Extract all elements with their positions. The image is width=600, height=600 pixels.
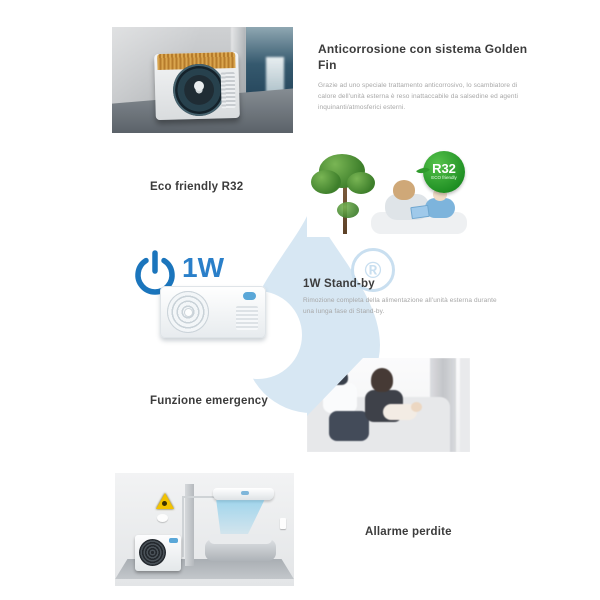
leak-alarm-heading: Allarme perdite [365, 526, 452, 538]
badge-eco-label: ECO friendly [431, 175, 457, 181]
tree-lower-leaves [337, 202, 359, 218]
emergency-image [307, 358, 470, 452]
leaf-icon [416, 164, 430, 177]
room-scene [115, 473, 294, 586]
badge-r32-label: R32 [432, 161, 456, 177]
outdoor-unit-golden-fin [154, 52, 240, 120]
fan-grille [139, 539, 166, 566]
mother-head [371, 368, 393, 392]
brand-logo [169, 538, 178, 543]
bed [205, 539, 277, 562]
fan-hub [185, 309, 192, 316]
standby-description: Rimozione completa della alimentazione all'unità esterna durante una lunga fase di Stand-by. [303, 297, 497, 315]
standby-image [130, 248, 272, 344]
father-legs [329, 411, 369, 441]
indoor-unit [213, 488, 274, 500]
wall-remote [280, 518, 286, 529]
leak-alarm-image [110, 470, 297, 592]
book [410, 205, 429, 219]
fan-hub [193, 81, 203, 91]
one-watt-label: 1W [182, 252, 224, 283]
golden-fin-image [112, 27, 293, 133]
outdoor-unit [135, 535, 181, 571]
r32-eco-badge [423, 151, 465, 193]
standby-heading: 1W Stand-by [303, 278, 375, 290]
baby-head [411, 402, 422, 412]
curtain-light [460, 358, 470, 452]
brand-logo [241, 491, 249, 495]
tree-canopy-right [347, 172, 375, 194]
golden-fin-description: Grazie ad uno speciale trattamento anticorrosivo, lo scambiatore di calore dell'unità esterna è reso inattaccabile da salsedine ed agenti inquinanti/atmosferici esterni. [318, 82, 519, 111]
eco-friendly-heading: Eco friendly R32 [150, 181, 244, 193]
side-vents [221, 72, 235, 109]
side-vents [236, 306, 258, 330]
emergency-heading: Funzione emergency [150, 395, 268, 407]
refrigerant-pipe-vertical [182, 496, 184, 557]
alarm-sensor [157, 514, 168, 522]
mattress [209, 534, 272, 544]
eco-friendly-image [307, 150, 470, 237]
tree-canopy-left [311, 170, 341, 194]
registered-symbol: ® [364, 256, 382, 283]
golden-fin-heading: Anticorrosione con sistema Golden Fin [318, 42, 528, 72]
outdoor-unit-white [160, 286, 266, 338]
brand-logo [243, 292, 256, 300]
mother-head [393, 180, 415, 200]
